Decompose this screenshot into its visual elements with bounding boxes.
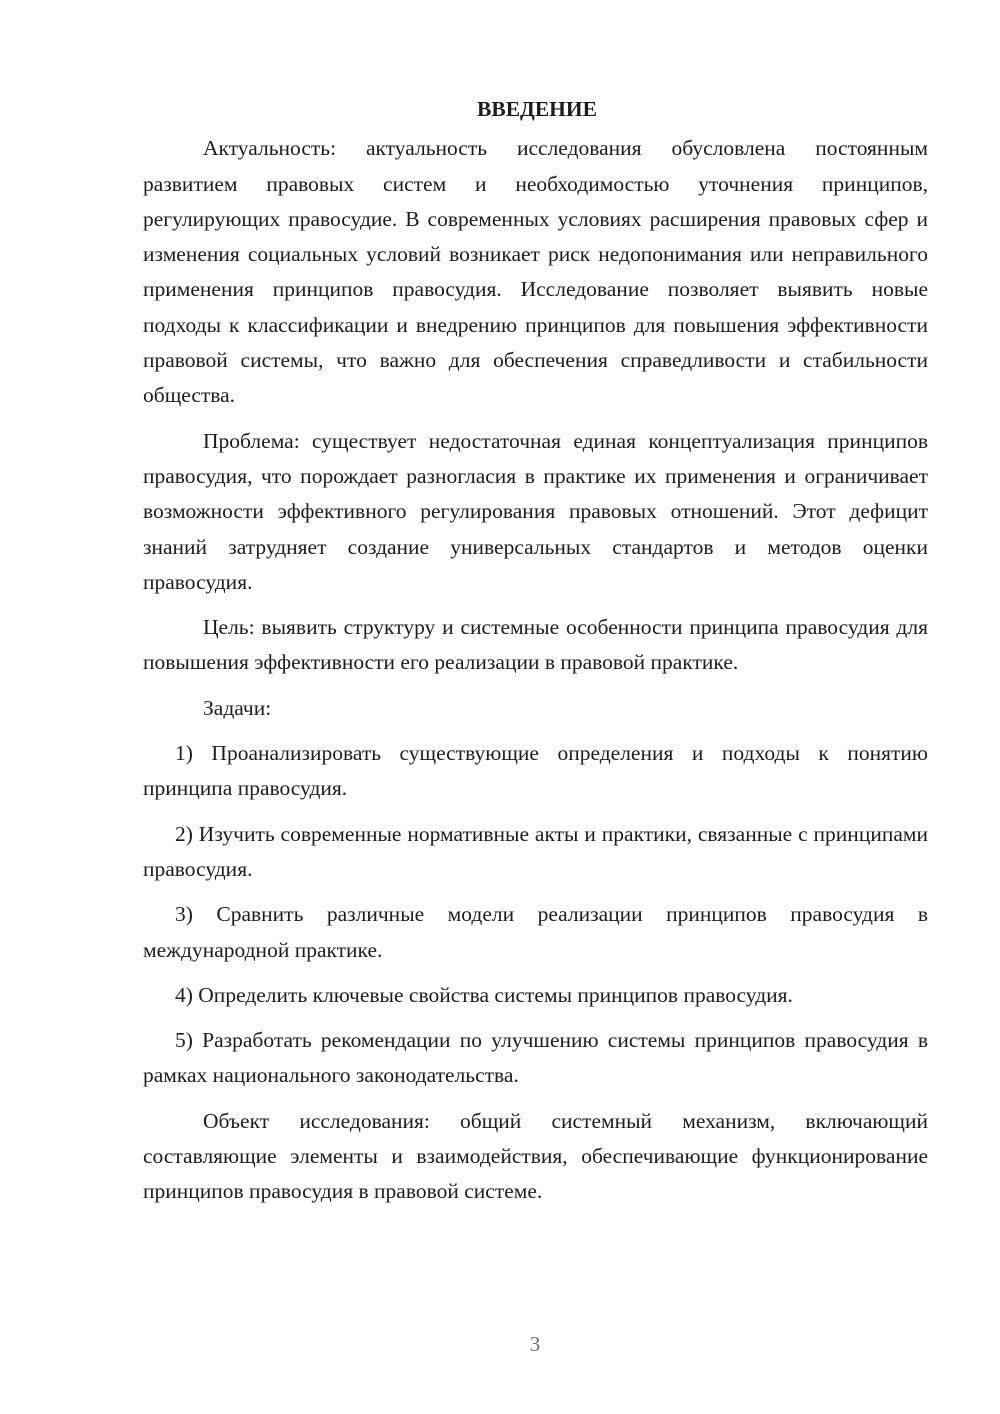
- task-item-1: 1) Проанализировать существующие определения и подходы к понятию принципа правосудия.: [143, 741, 928, 801]
- task-item-4: 4) Определить ключевые свойства системы принципов правосудия.: [175, 982, 793, 1007]
- document-body: [143, 92, 928, 1220]
- object-paragraph: Объект исследования: общий системный механизм, включающий составляющие элементы и взаимодействия, обеспечивающие функционирование принципов правосудия в правовой системе.: [143, 1108, 928, 1204]
- goal-paragraph: Цель: выявить структуру и системные особенности принципа правосудия для повышения эффективности его реализации в правовой практике.: [143, 615, 928, 675]
- tasks-heading: Задачи:: [203, 695, 272, 720]
- section-title: ВВЕДЕНИЕ: [477, 97, 597, 121]
- problem-paragraph: Проблема: существует недостаточная единая концептуализация принципов правосудия, что порождает разногласия в практике их применения и ограничивает возможности эффективного регулирования правовых отношений. Этот дефицит знаний затрудняет создание универсальных стандартов и методов оценки правосудия.: [143, 428, 928, 594]
- task-item-2: 2) Изучить современные нормативные акты и практики, связанные с принципами правосудия.: [143, 821, 928, 881]
- page-number: 3: [529, 1332, 541, 1356]
- relevance-paragraph: Актуальность: актуальность исследования обусловлена постоянным развитием правовых систем и необходимостью уточнения принципов, регулирующих правосудие. В современных условиях расширения правовых сфер и изменения социальных условий возникает риск недопонимания или неправильного применения принципов правосудия. Исследование позволяет выявить новые подходы к классификации и внедрению принципов для повышения эффективности правовой системы, что важно для обеспечения справедливости и стабильности общества.: [143, 136, 928, 408]
- task-item-5: 5) Разработать рекомендации по улучшению системы принципов правосудия в рамках национального законодательства.: [143, 1028, 928, 1088]
- task-item-3: 3) Сравнить различные модели реализации принципов правосудия в международной практике.: [143, 902, 928, 962]
